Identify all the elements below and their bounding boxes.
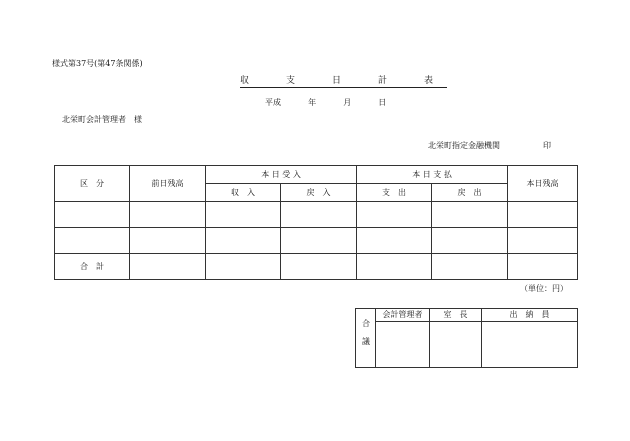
- table-cell: [432, 254, 508, 280]
- addressee: 北栄町会計管理者 様: [62, 115, 142, 124]
- approval-table: [355, 308, 578, 368]
- header-receipts-group: 本 日 受 入: [206, 166, 357, 184]
- date-year: 年: [308, 98, 317, 107]
- total-row: [55, 254, 578, 280]
- total-label: 合 計: [55, 254, 130, 280]
- table-cell: [357, 202, 432, 228]
- approval-stamp-cell: [482, 322, 578, 368]
- table-cell: [357, 228, 432, 254]
- header-prev-balance: 前日残高: [130, 166, 206, 202]
- table-cell: [55, 202, 130, 228]
- approval-col-office-chief: 室 長: [430, 309, 482, 322]
- table-cell: [281, 228, 357, 254]
- header-refund-in: 戻 入: [281, 184, 357, 202]
- table-cell: [206, 202, 281, 228]
- date-era: 平成: [265, 98, 281, 107]
- header-income: 収 入: [206, 184, 281, 202]
- table-cell: [206, 228, 281, 254]
- date-day: 日: [378, 98, 387, 107]
- table-cell: [432, 202, 508, 228]
- daily-ledger-table: [54, 165, 578, 280]
- seal-mark: 印: [543, 141, 551, 150]
- table-cell: [206, 254, 281, 280]
- header-refund-out: 戻 出: [432, 184, 508, 202]
- table-row: [55, 228, 578, 254]
- date-month: 月: [343, 98, 352, 107]
- table-cell: [508, 254, 578, 280]
- form-number: 様式第37号(第47条関係): [52, 59, 143, 68]
- header-payments-group: 本 日 支 払: [357, 166, 508, 184]
- approval-side-label: 合議: [356, 309, 376, 368]
- table-cell: [508, 202, 578, 228]
- approval-stamp-cell: [376, 322, 430, 368]
- table-cell: [130, 228, 206, 254]
- table-cell: [508, 228, 578, 254]
- table-cell: [281, 202, 357, 228]
- unit-note: （単位：円）: [520, 284, 568, 293]
- table-cell: [55, 228, 130, 254]
- table-cell: [130, 202, 206, 228]
- header-category: 区 分: [55, 166, 130, 202]
- approval-col-cashier: 出 納 員: [482, 309, 578, 322]
- bank-name: 北栄町指定金融機関: [428, 141, 500, 150]
- document-title: 収 支 日 計 表: [240, 76, 448, 86]
- table-row: [55, 202, 578, 228]
- header-balance: 本日残高: [508, 166, 578, 202]
- table-cell: [432, 228, 508, 254]
- approval-stamp-cell: [430, 322, 482, 368]
- date-line: [265, 99, 386, 107]
- table-cell: [357, 254, 432, 280]
- header-expense: 支 出: [357, 184, 432, 202]
- table-cell: [281, 254, 357, 280]
- approval-col-accounting-manager: 会計管理者: [376, 309, 430, 322]
- table-cell: [130, 254, 206, 280]
